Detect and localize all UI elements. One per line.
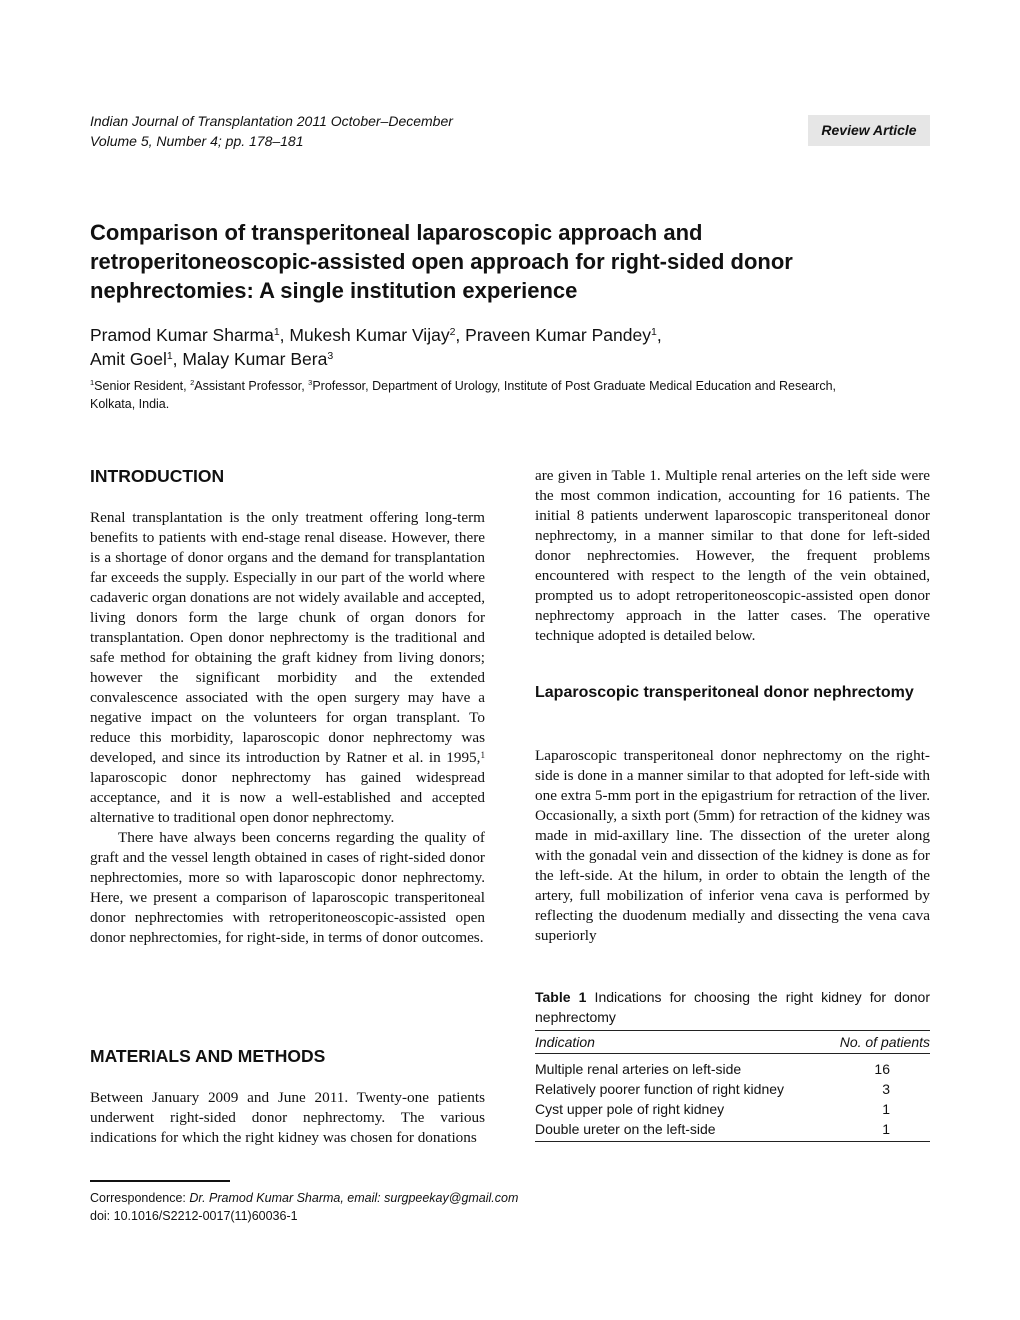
table-row (535, 1119, 930, 1142)
citation-ref[interactable]: 1 (480, 750, 485, 760)
footnote-divider (90, 1180, 230, 1182)
author-name: Pramod Kumar Sharma (90, 325, 274, 345)
author-affiliation-mark: 3 (327, 350, 334, 362)
affiliation-mark: 3 (308, 378, 313, 387)
paragraph (90, 508, 485, 828)
laparoscopic-subheading: Laparoscopic transperitoneal donor nephrectomy (535, 684, 914, 701)
author-separator: , (455, 325, 466, 345)
author-name: Praveen Kumar Pandey (465, 325, 651, 345)
table-row (535, 1054, 930, 1080)
cell-patients: 1 (882, 1101, 890, 1117)
author-separator: , (656, 325, 662, 345)
cell-patients: 16 (874, 1061, 890, 1077)
email-label: , email: (340, 1191, 385, 1205)
article-title: Comparison of transperitoneal laparoscopic approach and retroperitoneoscopic-assisted open approach for right-sided donor nephrectomies: A single institution experience (90, 220, 793, 303)
table-label: Table 1 (535, 989, 587, 1005)
column-header-indication: Indication (535, 1031, 825, 1054)
affiliations (90, 377, 930, 413)
cell-patients: 1 (825, 1119, 930, 1142)
author-name: Malay Kumar Bera (182, 349, 328, 369)
author-name: Amit Goel (90, 349, 167, 369)
affiliation-text: Kolkata, India. (90, 397, 170, 411)
indications-table (535, 1030, 930, 1142)
table-row (535, 1079, 930, 1099)
paragraph-text: Renal transplantation is the only treatment offering long-term benefits to patients with end-stage renal disease. However, there is a shortage of donor organs and the demand for transplantation far exceeds the supply. Especially in our part of the world where cadaveric organ donations are not widely available and accepted, living donors form the large chunk of organ donors for transplantation. Open donor nephrectomy is the traditional and safe method for obtaining the graft kidney from living donors; however the significant morbidity and the extended convalescence associated with the open surgery may have a negative impact on the volunteers for organ transplant. To reduce this morbidity, laparoscopic donor nephrectomy was developed, and since its introduction by Ratner et al. in 1995, (90, 509, 485, 766)
correspondence-email-link[interactable]: surgpeekay@gmail.com (384, 1191, 519, 1205)
author-separator: , (279, 325, 290, 345)
correspondence-label: Correspondence: (90, 1191, 190, 1205)
table-caption (535, 987, 930, 1027)
correspondence-line (90, 1189, 690, 1207)
author-affiliation-mark: 1 (650, 326, 657, 338)
cell-indication: Cyst upper pole of right kidney (535, 1101, 725, 1117)
methods-continued-body (535, 466, 930, 646)
materials-methods-body (90, 1088, 485, 1148)
paragraph: Between January 2009 and June 2011. Twenty-one patients underwent right-sided donor nephrectomy. The various indications for which the right kidney was chosen for donations (90, 1089, 485, 1146)
affiliation-mark: 1 (90, 378, 95, 387)
cell-patients: 3 (882, 1081, 890, 1097)
introduction-body (90, 508, 485, 948)
correspondence-footnote (90, 1189, 690, 1225)
laparoscopic-body (535, 746, 930, 946)
table-header-row (535, 1031, 930, 1054)
doi-line[interactable]: doi: 10.1016/S2212-0017(11)60036-1 (90, 1209, 298, 1223)
materials-methods-heading: MATERIALS AND METHODS (90, 1046, 326, 1066)
paragraph: There have always been concerns regarding the quality of graft and the vessel length obtained in cases of right-sided donor nephrectomies, more so with laparoscopic donor nephrectomy. Here, we present a comparison of laparoscopic transperitoneal donor nephrectomies with retroperitoneoscopic-assisted open donor nephrectomies, for right-side, in terms of donor outcomes. (90, 829, 485, 946)
table-caption-text: Indications for choosing the right kidney for donor nephrectomy (535, 989, 930, 1025)
paragraph: Laparoscopic transperitoneal donor nephrectomy on the right-side is done in a manner similar to that adopted for left-side with one extra 5-mm port in the epigastrium for retraction of the liver. Occasionally, a sixth port (5mm) for retraction of the kidney was made in mid-axillary line. The dissection of the ureter along with the gonadal vein and dissection of the kidney is done as for the left-side. At the hilum, in order to obtain the length of the artery, full mobilization of inferior vena cava is performed by reflecting the duodenum medially and dissecting the vena cava superiorly (535, 747, 930, 944)
affiliation-mark: 2 (190, 378, 195, 387)
article-type-badge: Review Article (808, 115, 930, 146)
author-affiliation-mark: 1 (166, 350, 173, 362)
column-header-patients: No. of patients (825, 1031, 930, 1054)
cell-indication: Relatively poorer function of right kidney (535, 1081, 785, 1097)
author-affiliation-mark: 1 (273, 326, 280, 338)
author-affiliation-mark: 2 (449, 326, 456, 338)
correspondence-name: Dr. Pramod Kumar Sharma (189, 1191, 341, 1205)
journal-citation (90, 111, 453, 151)
table-row (535, 1099, 930, 1119)
affiliation-text: Professor, Department of Urology, Institute of Post Graduate Medical Education and Research, (312, 379, 836, 393)
affiliation-text: Assistant Professor, (194, 379, 309, 393)
introduction-heading: INTRODUCTION (90, 466, 225, 486)
author-name: Mukesh Kumar Vijay (289, 325, 450, 345)
cell-indication: Multiple renal arteries on left-side (535, 1061, 742, 1077)
author-separator: , (172, 349, 183, 369)
paragraph: are given in Table 1. Multiple renal arteries on the left side were the most common indication, accounting for 16 patients. The initial 8 patients underwent laparoscopic transperitoneal donor nephrectomy, in a manner similar to that done for left-sided donor nephrectomies. However, the frequent problems encountered with respect to the length of the vein obtained, prompted us to adopt retroperitoneoscopic-assisted open donor nephrectomy approach in the latter cases. The operative technique adopted is detailed below. (535, 467, 930, 644)
affiliation-text: Senior Resident, (94, 379, 191, 393)
author-list (90, 323, 890, 371)
paragraph-text: laparoscopic donor nephrectomy has gained widespread acceptance, and it is now a well-established and accepted alternative to traditional open donor nephrectomy. (90, 769, 485, 826)
journal-line-2: Volume 5, Number 4; pp. 178–181 (90, 133, 304, 149)
journal-line-1: Indian Journal of Transplantation 2011 October–December (90, 113, 453, 129)
cell-indication: Double ureter on the left-side (535, 1119, 825, 1142)
